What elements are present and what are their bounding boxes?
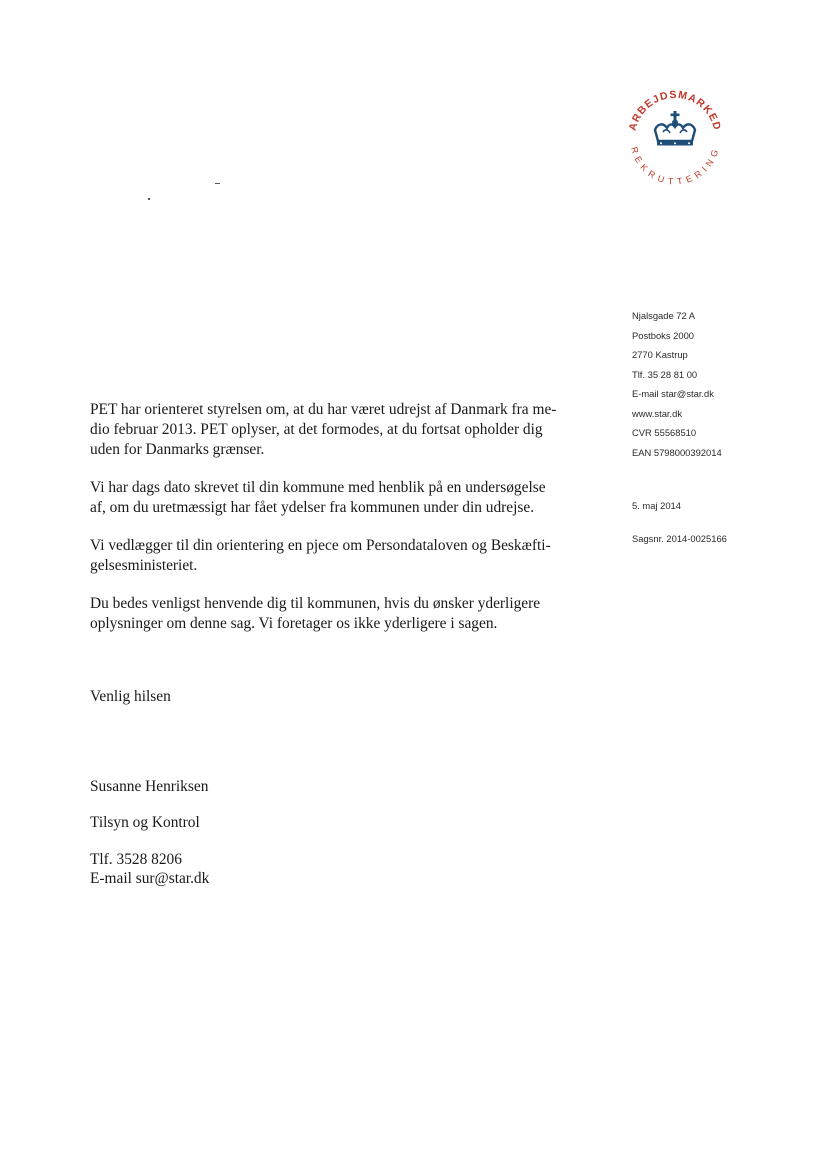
sender-info [632,306,822,544]
sender-website: www.star.dk [632,407,683,419]
body-line: gelsesministeriet. [90,557,198,574]
body-line: Vi har dags dato skrevet til din kommune med henblik på en undersøgelse [90,479,546,496]
sender-city: 2770 Kastrup [632,349,688,360]
letter-body [90,400,610,652]
agency-logo [619,78,731,190]
sender-ean: EAN 5798000392014 [632,446,722,458]
seal-top-text: ARBEJDSMARKED [626,88,724,133]
paragraph-municipality [90,478,610,518]
sender-phone: Tlf. 35 28 81 00 [632,368,698,380]
signatory-name: Susanne Henriksen [90,778,209,795]
signatory-email: E-mail sur@star.dk [90,870,210,887]
paragraph-pet-info [90,400,610,460]
signatory-contact [90,850,209,888]
crown-icon [655,111,695,146]
closing-greeting: Venlig hilsen [90,688,171,705]
body-line: oplysninger om denne sag. Vi foretager os ikke yderligere i sagen. [90,615,498,632]
case-number: Sagsnr. 2014-0025166 [632,533,727,544]
body-line: dio februar 2013. PET oplyser, at det formodes, at du fortsat opholder dig [90,421,543,438]
letter-date: 5. maj 2014 [632,500,681,511]
body-line: Vi vedlægger til din orientering en pjece om Persondataloven og Beskæfti- [90,537,551,554]
scan-artifact [215,183,220,184]
sender-street: Njalsgade 72 A [632,310,696,321]
sender-cvr: CVR 55568510 [632,427,697,438]
body-line: PET har orienteret styrelsen om, at du har været udrejst af Danmark fra me- [90,401,557,418]
paragraph-contact [90,594,610,634]
signatory-phone: Tlf. 3528 8206 [90,851,182,868]
sender-pobox: Postboks 2000 [632,329,695,341]
body-line: af, om du uretmæssigt har fået ydelser fra kommunen under din udrejse. [90,499,535,516]
signatory-department: Tilsyn og Kontrol [90,814,200,831]
agency-seal [619,78,731,190]
paragraph-enclosure [90,536,610,576]
sender-email: E-mail star@star.dk [632,388,714,399]
body-line: uden for Danmarks grænser. [90,441,265,458]
svg-text:REKRUTTERING [629,146,721,187]
seal-bottom-text: REKRUTTERING [629,145,721,187]
scan-artifact [148,198,150,200]
body-line: Du bedes venligst henvende dig til kommunen, hvis du ønsker yderligere [90,595,541,612]
